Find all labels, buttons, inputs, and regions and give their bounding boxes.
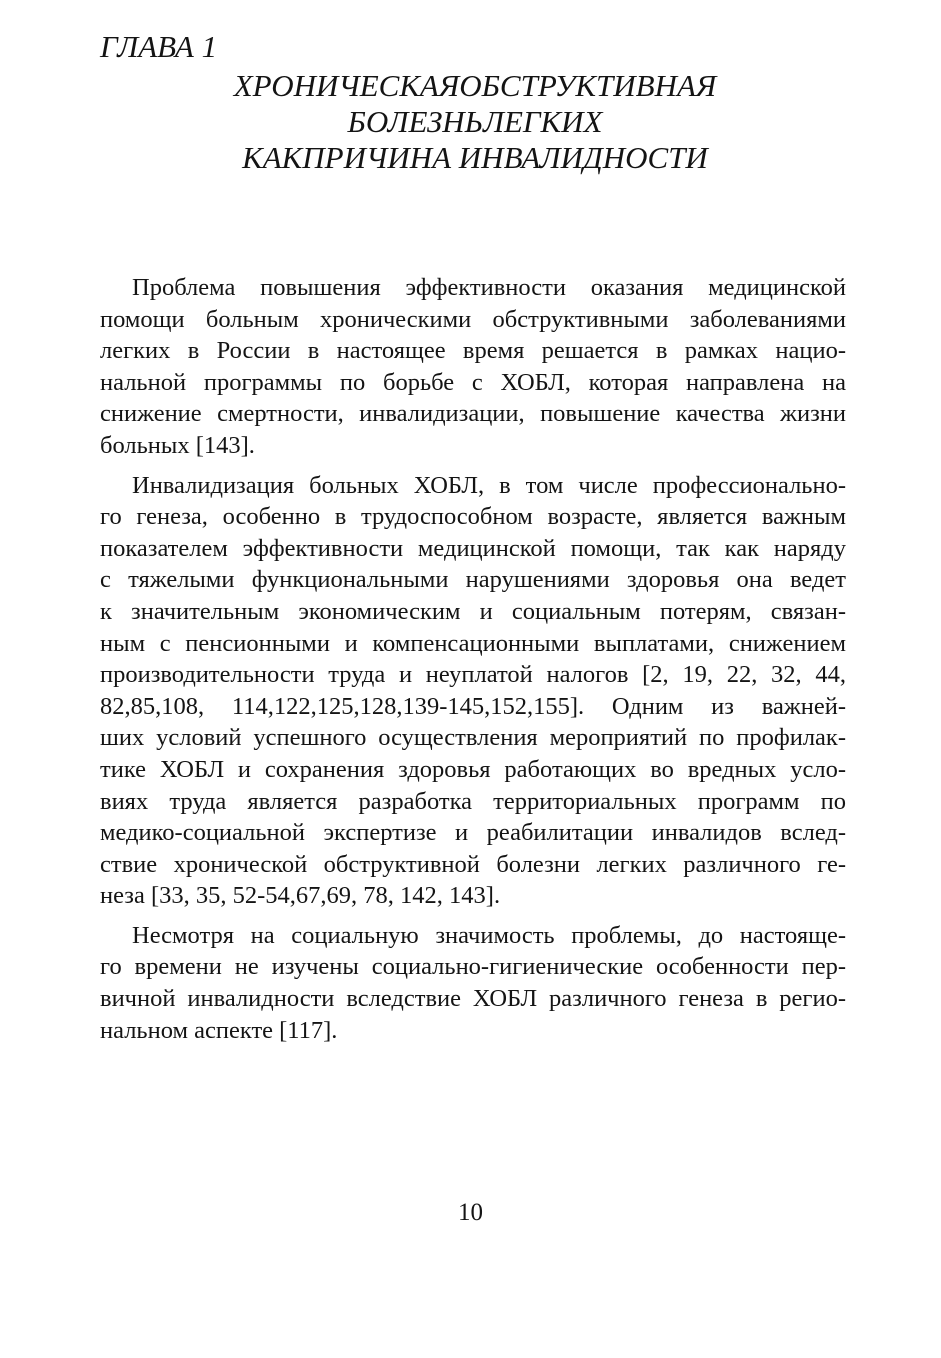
text-line: Проблема повышения эффективности оказания медицинской <box>132 274 846 301</box>
text-line: больных [143]. <box>100 431 255 459</box>
paragraph-2 <box>100 470 846 912</box>
chapter-title-line: ХРОНИЧЕСКАЯОБСТРУКТИВНАЯ <box>233 68 717 103</box>
text-line: нальной программы по борьбе с ХОБЛ, которая направлена на <box>100 368 846 396</box>
chapter-title-line: КАКПРИЧИНА ИНВАЛИДНОСТИ <box>242 140 708 175</box>
page-number: 10 <box>458 1199 483 1226</box>
text-line: тике ХОБЛ и сохранения здоровья работающих во вредных усло- <box>100 755 846 783</box>
paragraph-3 <box>100 920 846 1046</box>
text-line: медико-социальной экспертизе и реабилитации инвалидов вслед- <box>100 819 846 847</box>
text-line: ным с пенсионными и компенсационными выплатами, снижением <box>100 629 846 657</box>
text-line: Инвалидизация больных ХОБЛ, в том числе профессионально- <box>132 471 846 499</box>
text-line: легких в России в настоящее время решается в рамках нацио- <box>100 337 846 365</box>
text-line: го генеза, особенно в трудоспособном возрасте, является важным <box>100 503 846 531</box>
text-line: производительности труда и неуплатой налогов [2, 19, 22, 32, 44, <box>100 661 846 689</box>
text-line: го времени не изучены социально-гигиенические особенности пер- <box>100 953 846 981</box>
text-line: к значительным экономическим и социальным потерям, связан- <box>100 597 846 625</box>
chapter-title <box>100 68 850 176</box>
body-text <box>100 272 846 1054</box>
text-line: показателем эффективности медицинской помощи, так как наряду <box>100 534 846 562</box>
text-line: ствие хронической обструктивной болезни легких различного ге- <box>100 850 846 878</box>
text-line: неза [33, 35, 52-54,67,69, 78, 142, 143]. <box>100 882 501 910</box>
text-line: вичной инвалидности вследствие ХОБЛ различного генеза в регио- <box>100 985 846 1013</box>
text-line: Несмотря на социальную значимость проблемы, до настояще- <box>132 921 846 949</box>
text-line: помощи больным хроническими обструктивными заболеваниями <box>100 305 846 333</box>
text-line: виях труда является разработка территориальных программ по <box>100 787 846 815</box>
text-line: ших условий успешного осуществления мероприятий по профилак- <box>100 724 846 752</box>
text-line: нальном аспекте [117]. <box>100 1016 338 1044</box>
paragraph-1 <box>100 272 846 462</box>
chapter-title-line: БОЛЕЗНЬЛЕГКИХ <box>347 104 603 139</box>
text-line: снижение смертности, инвалидизации, повышение качества жизни <box>100 400 846 428</box>
text-line: с тяжелыми функциональными нарушениями здоровья она ведет <box>100 566 846 594</box>
text-line: 82,85,108, 114,122,125,128,139-145,152,155]. Одним из важней- <box>100 692 846 720</box>
chapter-label: ГЛАВА 1 <box>100 29 218 64</box>
